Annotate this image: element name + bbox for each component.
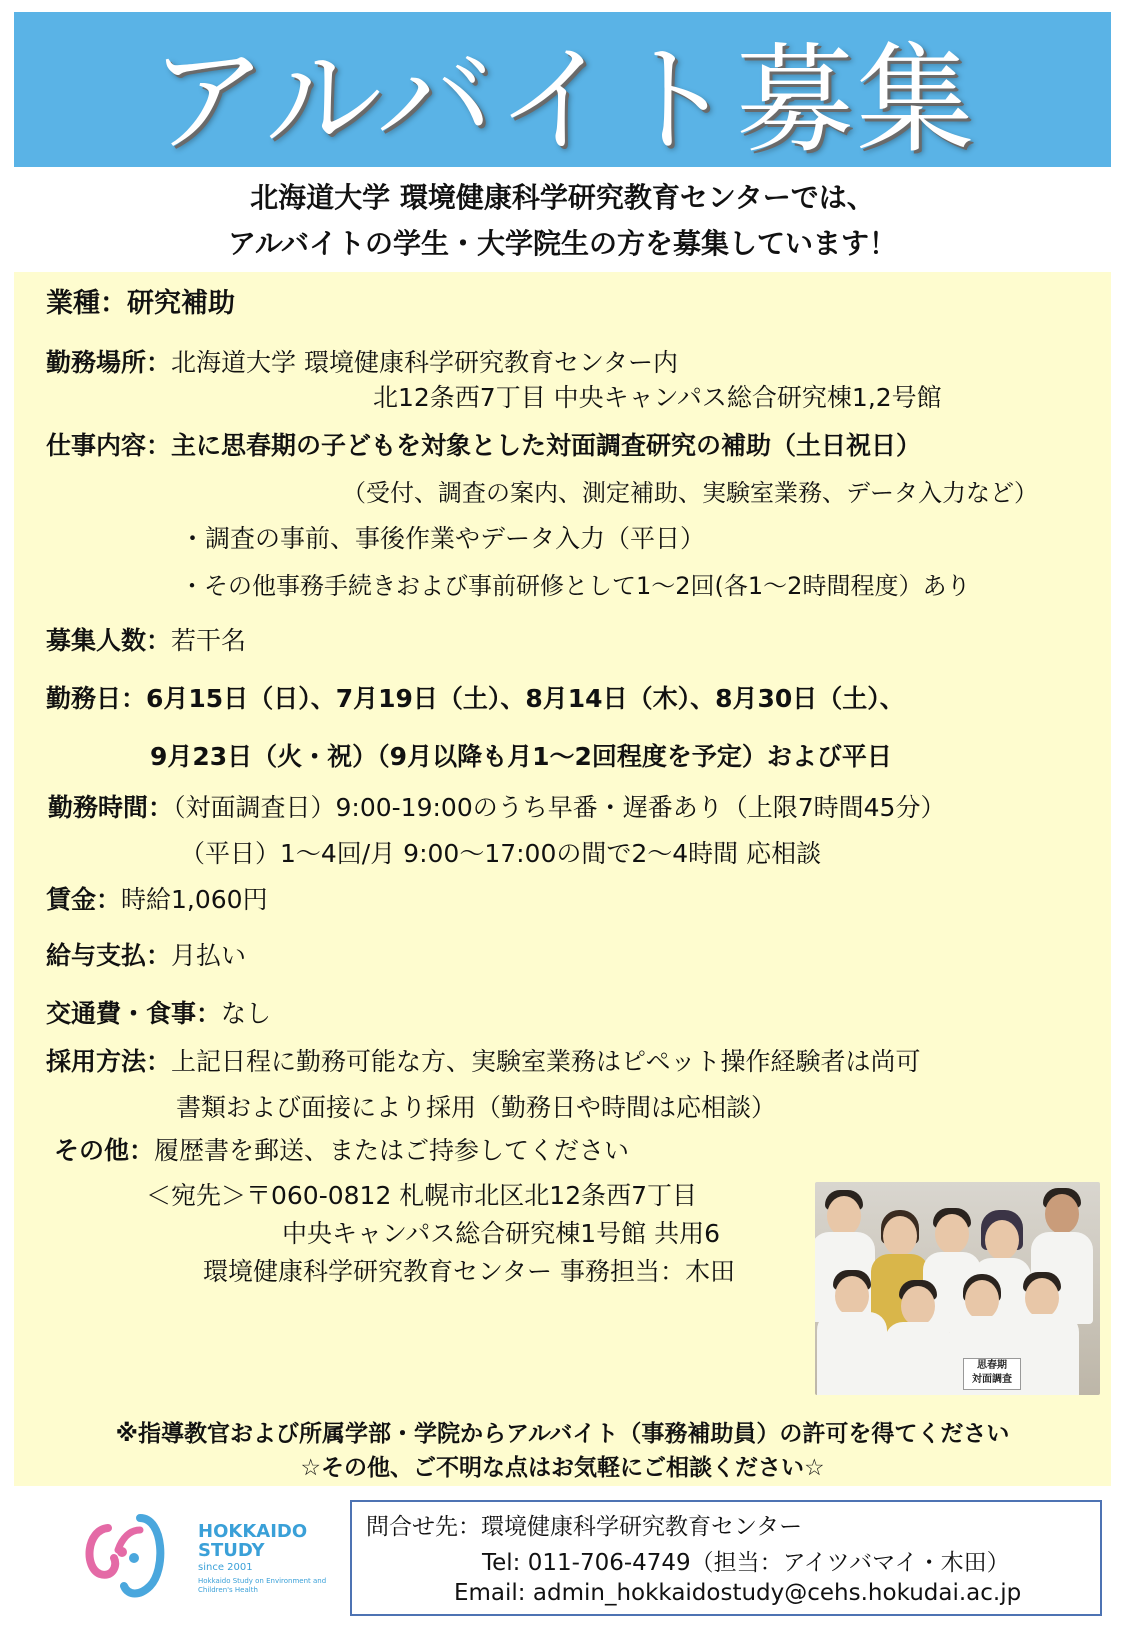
hokkaido-study-logo (78, 1508, 338, 1608)
other-label: その他： (54, 1136, 155, 1165)
logo-text (198, 1522, 348, 1595)
job-type-row (46, 288, 235, 320)
contact-box (350, 1500, 1102, 1616)
hokkaido-study-logo-icon (78, 1508, 178, 1608)
contact-tel: Tel: 011-706-4749（担当：アイツバマイ・木田） (482, 1550, 1010, 1576)
job-content-sub-2: ・調査の事前、事後作業やデータ入力（平日） (180, 524, 706, 553)
other-address-2: 中央キャンパス総合研究棟1号館 共用6 (282, 1219, 721, 1248)
transport-label: 交通費・食事： (46, 999, 222, 1028)
job-content-sub-1: （受付、調査の案内、測定補助、実験室業務、データ入力など） (342, 479, 1038, 507)
wage-label: 賃金： (46, 885, 122, 914)
wage-value: 時給1,060円 (121, 885, 268, 914)
subtitle-line-2: アルバイトの学生・大学院生の方を募集しています！ (228, 227, 897, 260)
other-address-3: 環境健康科学研究教育センター 事務担当：木田 (203, 1257, 735, 1286)
other-row (54, 1135, 629, 1167)
job-type-value: 研究補助 (127, 288, 235, 319)
contact-email[interactable]: Email: admin_hokkaidostudy@cehs.hokudai.ac.jp (454, 1580, 1022, 1606)
header-banner (14, 12, 1111, 167)
hiring-value: 上記日程に勤務可能な方、実験室業務はピペット操作経験者は尚可 (171, 1047, 921, 1076)
photo-sign: 思春期 対面調査 (963, 1358, 1021, 1390)
subtitle-line-1: 北海道大学 環境健康科学研究教育センターでは、 (250, 181, 875, 214)
job-content-label: 仕事内容： (46, 431, 172, 460)
positions-row (46, 625, 246, 657)
hiring-row (46, 1046, 921, 1078)
workplace-label: 勤務場所： (46, 348, 172, 377)
job-content-value: 主に思春期の子どもを対象とした対面調査研究の補助（土日祝日） (171, 431, 922, 460)
work-hours-label: 勤務時間： (48, 793, 174, 822)
logo-since: since 2001 (198, 1562, 253, 1573)
workplace-value-2: 北12条西7丁目 中央キャンパス総合研究棟1,2号館 (373, 383, 942, 412)
staff-group-photo (815, 1182, 1100, 1395)
hiring-value-2: 書類および面接により採用（勤務日や時間は応相談） (176, 1093, 777, 1122)
work-hours-value: （対面調査日）9:00-19:00のうち早番・遅番あり（上限7時間45分） (173, 793, 946, 822)
notice-contact: ☆その他、ご不明な点はお気軽にご相談ください☆ (300, 1455, 825, 1481)
transport-row (46, 998, 271, 1030)
work-days-value: 6月15日（日）、7月19日（土）、8月14日（木）、8月30日（土）、 (146, 684, 905, 713)
wage-row (46, 884, 268, 916)
other-value: 履歴書を郵送、またはご持参してください (154, 1136, 630, 1165)
payment-value: 月払い (171, 941, 247, 970)
contact-heading: 問合せ先：環境健康科学研究教育センター (366, 1514, 803, 1540)
hiring-label: 採用方法： (46, 1047, 172, 1076)
job-content-row (46, 430, 921, 462)
job-content-sub-3: ・その他事務手続きおよび事前研修として1～2回(各1～2時間程度）あり (180, 572, 971, 600)
positions-value: 若干名 (171, 626, 247, 655)
logo-tagline: Hokkaido Study on Environment and Children's Health (198, 1577, 327, 1594)
work-hours-row (48, 792, 945, 824)
work-hours-value-2: （平日）1～4回/月 9:00～17:00の間で2～4時間 応相談 (180, 839, 822, 868)
positions-label: 募集人数： (46, 626, 172, 655)
workplace-row (46, 347, 678, 379)
payment-row (46, 940, 246, 972)
work-days-label: 勤務日： (46, 684, 147, 713)
payment-label: 給与支払： (46, 941, 172, 970)
logo-name: HOKKAIDO STUDY (198, 1521, 308, 1561)
work-days-value-2: 9月23日（火・祝）（9月以降も月1～2回程度を予定）および平日 (150, 742, 892, 771)
notice-permission: ※指導教官および所属学部・学院からアルバイト（事務補助員）の許可を得てください (115, 1421, 1010, 1447)
transport-value: なし (221, 999, 272, 1028)
work-days-row (46, 683, 905, 715)
workplace-value: 北海道大学 環境健康科学研究教育センター内 (171, 348, 678, 377)
page-title: アルバイト募集 (148, 30, 977, 169)
job-type-label: 業種： (46, 288, 127, 319)
other-address-1: ＜宛先＞〒060-0812 札幌市北区北12条西7丁目 (146, 1181, 698, 1210)
